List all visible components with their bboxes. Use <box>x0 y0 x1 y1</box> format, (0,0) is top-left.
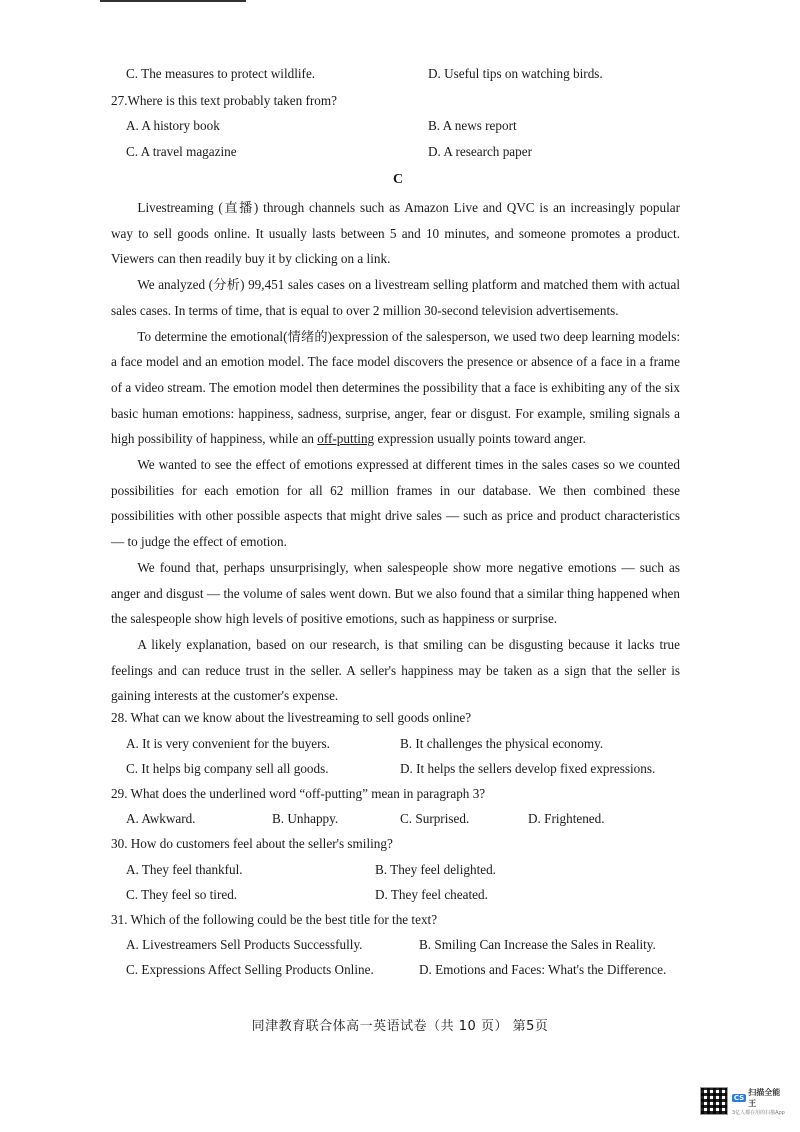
q29-option-d: D. Frightened. <box>528 811 605 826</box>
passage-paragraph-4: We wanted to see the effect of emotions expressed at different times in the sales cases so we counted possibilities for each emotion for all 62 million frames in our database. We then combined these possibilities with other possible aspects that might drive sales — such as price and product characteristics — to judge the effect of emotion. <box>111 457 680 550</box>
watermark-text <box>732 1087 788 1116</box>
passage-paragraph-6: A likely explanation, based on our research, is that smiling can be disgusting because it lacks true feelings and can reduce trust in the seller. A seller's happiness may be taken as a sign that the seller is gaining interests at the customer's expense. <box>111 636 680 704</box>
q27-option-b: B. A news report <box>428 118 517 133</box>
paragraph-3-text-before: To determine the emotional(情绪的)expression of the salesperson, we used two deep learning models: a face model and an emotion model. The face model discovers the presence or absence of a face in a frame of a video stream. The emotion model then determines the possibility that a face is exhibiting any of the six basic human emotions: happiness, sadness, surprise, anger, fear or disgust. For example, smiling signals a high possibility of happiness, while an <box>111 328 680 447</box>
q27-stem: 27.Where is this text probably taken from? <box>111 93 337 108</box>
passage-paragraph-1: Livestreaming (直播) through channels such as Amazon Live and QVC is an increasingly popular way to sell goods online. It usually lasts between 5 and 10 minutes, and someone promotes a product. Viewers can then readily buy it by clicking on a link. <box>111 200 680 267</box>
q26-option-d: D. Useful tips on watching birds. <box>428 66 603 81</box>
q31-option-c: C. Expressions Affect Selling Products Online. <box>126 962 374 977</box>
q30-stem: 30. How do customers feel about the seller's smiling? <box>111 836 393 851</box>
q31-options-row-2 <box>0 960 800 980</box>
q27-option-c: C. A travel magazine <box>126 144 237 159</box>
page-footer: 同津教育联合体高一英语试卷（共 10 页） 第5页 <box>251 1019 549 1034</box>
passage-paragraph-2: We analyzed (分析) 99,451 sales cases on a livestream selling platform and matched them with actual sales cases. In terms of time, that is equal to over 2 million 30-second television advertisements. <box>111 277 680 318</box>
q28-options-row-1 <box>0 734 800 754</box>
passage-paragraph-5: We found that, perhaps unsurprisingly, when salespeople show more negative emotions — such as anger and disgust — the volume of sales went down. But we also found that a similar thing happened when the salespeople show high levels of positive emotions, such as happiness or surprise. <box>111 559 680 627</box>
q28-option-d: D. It helps the sellers develop fixed expressions. <box>400 761 656 776</box>
q28-options-row-2 <box>0 759 800 779</box>
q30-option-a: A. They feel thankful. <box>126 862 243 877</box>
q28-option-a: A. It is very convenient for the buyers. <box>126 736 330 751</box>
q30-option-b: B. They feel delighted. <box>375 862 496 877</box>
q28-option-c: C. It helps big company sell all goods. <box>126 761 329 776</box>
q31-option-a: A. Livestreamers Sell Products Successfully. <box>126 937 363 952</box>
q26-option-c: C. The measures to protect wildlife. <box>126 66 316 81</box>
q28-option-b: B. It challenges the physical economy. <box>400 736 604 751</box>
underlined-word: off-putting <box>317 431 375 447</box>
watermark-tagline: 3亿人都在用的扫描App <box>731 1109 785 1116</box>
q29-options-row <box>0 809 800 829</box>
qr-code-icon <box>700 1087 728 1115</box>
watermark-app-name: 扫描全能王 <box>748 1087 781 1108</box>
q30-option-c: C. They feel so tired. <box>126 887 238 902</box>
q31-option-d: D. Emotions and Faces: What's the Difference. <box>419 962 667 977</box>
paragraph-3-text-after: expression usually points toward anger. <box>374 431 586 447</box>
q31-options-row-1 <box>0 935 800 955</box>
q29-stem: 29. What does the underlined word “off-putting” mean in paragraph 3? <box>111 786 486 801</box>
q27-option-d: D. A research paper <box>428 144 532 159</box>
q26-options-row <box>0 64 800 84</box>
q29-option-a: A. Awkward. <box>126 811 196 826</box>
watermark-brand <box>732 1087 788 1109</box>
passage-paragraph-3 <box>111 324 680 453</box>
cs-logo-icon: CS <box>733 1093 745 1102</box>
passage <box>111 195 680 709</box>
q30-options-row-1 <box>0 860 800 880</box>
q31-stem: 31. Which of the following could be the best title for the text? <box>111 912 438 927</box>
q27-options-row-2 <box>0 142 800 162</box>
q30-option-d: D. They feel cheated. <box>375 887 488 902</box>
q31-option-b: B. Smiling Can Increase the Sales in Reality. <box>419 937 656 952</box>
section-letter: C <box>392 172 404 187</box>
q27-options-row-1 <box>0 116 800 136</box>
q29-option-b: B. Unhappy. <box>272 811 339 826</box>
q30-options-row-2 <box>0 885 800 905</box>
q29-option-c: C. Surprised. <box>400 811 470 826</box>
q27-option-a: A. A history book <box>126 118 220 133</box>
q28-stem: 28. What can we know about the livestreaming to sell goods online? <box>111 710 472 725</box>
scanner-watermark <box>700 1086 788 1116</box>
